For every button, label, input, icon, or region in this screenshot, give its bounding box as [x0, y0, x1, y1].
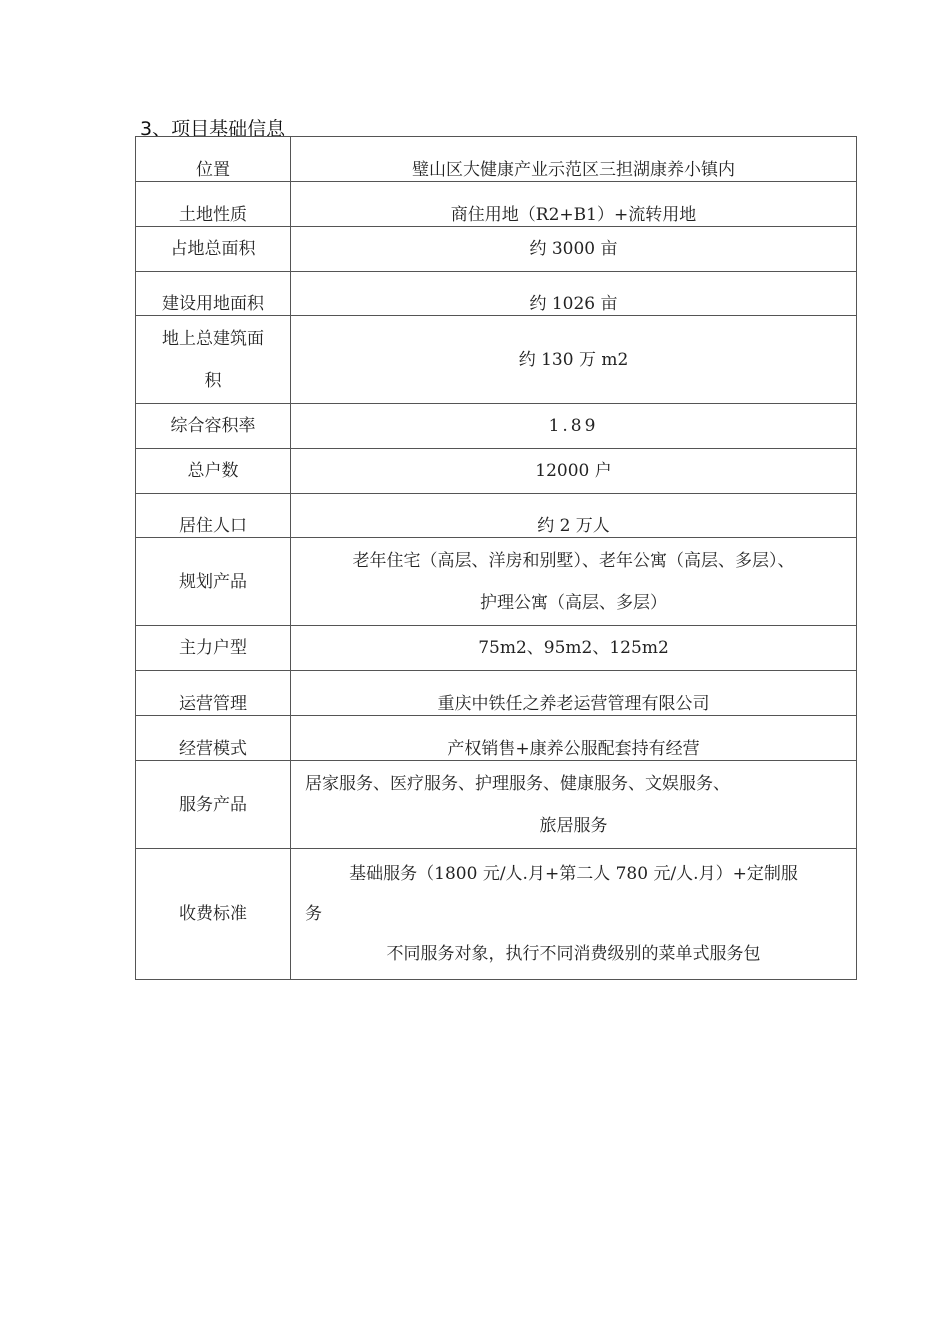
row-label — [136, 716, 291, 761]
table-row — [136, 449, 857, 494]
project-info-table — [135, 136, 857, 980]
label-text: 建设用地面积 — [162, 294, 264, 314]
row-value — [291, 227, 857, 272]
label-text: 占地总面积 — [170, 239, 256, 259]
row-value — [291, 316, 857, 404]
table-row — [136, 272, 857, 316]
table-row — [136, 671, 857, 716]
label-text: 运营管理 — [179, 694, 247, 714]
row-value — [291, 671, 857, 716]
table-row — [136, 761, 857, 849]
label-text: 综合容积率 — [170, 416, 256, 436]
row-label — [136, 849, 291, 980]
label-text: 收费标准 — [179, 904, 247, 924]
row-value — [291, 626, 857, 671]
table-row — [136, 494, 857, 538]
label-text: 居住人口 — [179, 516, 247, 536]
value-text: 旅居服务 — [539, 815, 608, 836]
label-text: 土地性质 — [179, 205, 247, 225]
table-row — [136, 137, 857, 182]
label-text: 服务产品 — [179, 794, 247, 815]
value-text: 产权销售+康养公服配套持有经营 — [447, 739, 700, 759]
table-row — [136, 404, 857, 449]
row-value — [291, 137, 857, 182]
label-text: 位置 — [196, 160, 230, 180]
label-text: 主力户型 — [179, 638, 247, 658]
row-value — [291, 182, 857, 227]
row-value — [291, 761, 857, 849]
value-text: 约 2 万人 — [537, 516, 610, 536]
row-label — [136, 449, 291, 494]
table-row — [136, 626, 857, 671]
row-label — [136, 182, 291, 227]
value-text: 重庆中铁任之养老运营管理有限公司 — [437, 694, 710, 714]
label-text: 经营模式 — [179, 739, 247, 759]
table-row — [136, 316, 857, 404]
row-label — [136, 538, 291, 626]
row-value — [291, 272, 857, 316]
table-row — [136, 182, 857, 227]
value-text: 1.89 — [548, 416, 599, 436]
table-row — [136, 227, 857, 272]
section-heading: 3、项目基础信息 — [140, 118, 286, 140]
value-text: 约 1026 亩 — [529, 294, 618, 314]
row-value — [291, 449, 857, 494]
table-row — [136, 538, 857, 626]
row-label — [136, 404, 291, 449]
label-text: 地上总建筑面 — [162, 328, 264, 349]
value-text: 75m2、95m2、125m2 — [478, 638, 669, 658]
value-text: 12000 户 — [535, 461, 612, 481]
label-text: 总户数 — [187, 461, 239, 481]
value-text: 不同服务对象，执行不同消费级别的菜单式服务包 — [386, 944, 761, 964]
row-value — [291, 716, 857, 761]
row-value — [291, 538, 857, 626]
value-text: 居家服务、医疗服务、护理服务、健康服务、文娱服务、 — [305, 773, 730, 794]
value-text: 商住用地（R2+B1）+流转用地 — [450, 205, 697, 225]
value-text: 约 3000 亩 — [529, 239, 618, 259]
row-label — [136, 272, 291, 316]
row-value — [291, 494, 857, 538]
row-label — [136, 626, 291, 671]
value-text: 基础服务（1800 元/人.月+第二人 780 元/人.月）+定制服 — [349, 864, 798, 884]
table-row — [136, 849, 857, 980]
row-label — [136, 494, 291, 538]
label-text: 积 — [204, 370, 222, 391]
row-value — [291, 849, 857, 980]
label-text: 规划产品 — [179, 571, 247, 592]
value-text: 璧山区大健康产业示范区三担湖康养小镇内 — [412, 160, 735, 180]
row-label — [136, 761, 291, 849]
value-text: 务 — [305, 904, 322, 924]
table-row — [136, 716, 857, 761]
row-label — [136, 316, 291, 404]
row-label — [136, 671, 291, 716]
row-label — [136, 137, 291, 182]
value-text: 约 130 万 m2 — [518, 349, 629, 370]
row-value — [291, 404, 857, 449]
row-label — [136, 227, 291, 272]
value-text: 老年住宅（高层、洋房和别墅）、老年公寓（高层、多层）、 — [352, 550, 795, 571]
value-text: 护理公寓（高层、多层） — [480, 592, 667, 613]
